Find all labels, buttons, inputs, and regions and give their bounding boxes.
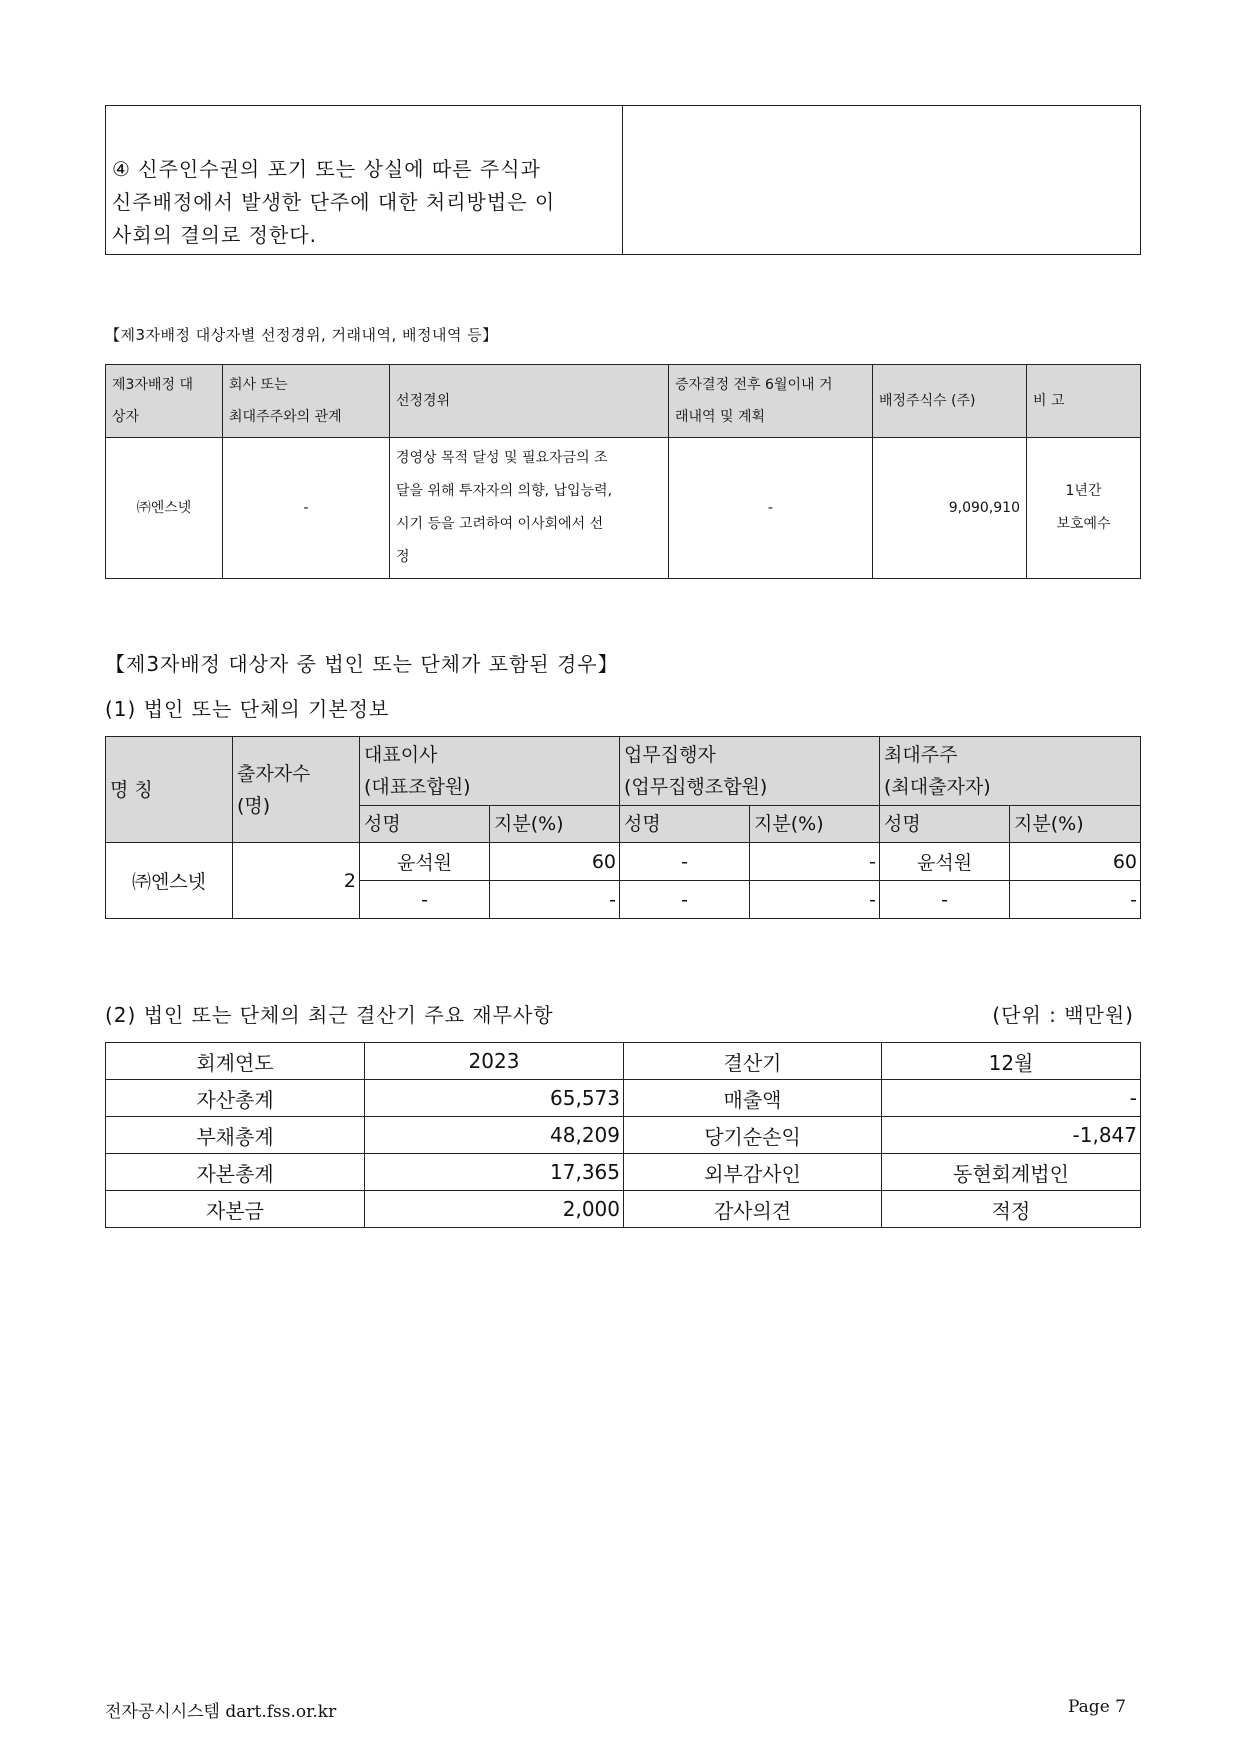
cell-exec-share: - (750, 881, 880, 919)
allocation-section-title: 【제3자배정 대상자별 선정경위, 거래내역, 배정내역 등】 (105, 326, 498, 344)
header-investors: 출자자수 (명) (233, 737, 360, 843)
cell-major-name: 윤석원 (880, 843, 1010, 881)
allocation-table (105, 364, 1141, 579)
financial-row (106, 1117, 1141, 1154)
clause-line: 신주배정에서 발생한 단주에 대한 처리방법은 이 (112, 190, 556, 214)
financial-label: 자산총계 (106, 1080, 365, 1117)
cell-ceo-name: - (360, 881, 490, 919)
financial-table (105, 1042, 1141, 1228)
clause-text-cell (106, 106, 623, 255)
cell-remarks: 1년간 보호예수 (1027, 438, 1141, 579)
financial-row (106, 1154, 1141, 1191)
financial-label: 회계연도 (106, 1043, 365, 1080)
financial-label: 매출액 (624, 1080, 882, 1117)
corporate-section-subtitle: (1) 법인 또는 단체의 기본정보 (105, 697, 390, 721)
cell-investor-count: 2 (233, 843, 360, 919)
financial-value: 17,365 (365, 1154, 624, 1191)
clause-line: ④ 신주인수권의 포기 또는 상실에 따른 주식과 (112, 157, 541, 181)
subheader-name: 성명 (880, 806, 1010, 843)
cell-major-name: - (880, 881, 1010, 919)
financial-label: 자본금 (106, 1191, 365, 1228)
cell-target: ㈜엔스넷 (106, 438, 223, 579)
financial-label: 결산기 (624, 1043, 882, 1080)
clause-empty-cell (623, 106, 1141, 255)
financial-value: 적정 (882, 1191, 1141, 1228)
cell-entity-name: ㈜엔스넷 (106, 843, 233, 919)
financial-row (106, 1080, 1141, 1117)
header-history: 증자결정 전후 6월이내 거 래내역 및 계획 (669, 365, 873, 438)
footer-site: 전자공시시스템 dart.fss.or.kr (105, 1702, 337, 1722)
header-ceo: 대표이사 (대표조합원) (360, 737, 620, 806)
cell-reason: 경영상 목적 달성 및 필요자금의 조 달을 위해 투자자의 의향, 납입능력, 시기 등을 고려하여 이사회에서 선 정 (390, 438, 669, 579)
cell-ceo-share: - (490, 881, 620, 919)
allocation-data-row (106, 438, 1141, 579)
header-reason: 선정경위 (390, 365, 669, 438)
financial-row (106, 1043, 1141, 1080)
header-executive: 업무집행자 (업무집행조합원) (620, 737, 880, 806)
header-remarks: 비 고 (1027, 365, 1141, 438)
allocation-header-row (106, 365, 1141, 438)
corporate-header-row (106, 737, 1141, 806)
financial-value: 48,209 (365, 1117, 624, 1154)
subheader-share: 지분(%) (490, 806, 620, 843)
cell-shares: 9,090,910 (873, 438, 1027, 579)
cell-relation: - (223, 438, 390, 579)
subheader-name: 성명 (360, 806, 490, 843)
corporate-data-row (106, 843, 1141, 881)
clause-table (105, 105, 1141, 255)
financial-section-title: (2) 법인 또는 단체의 최근 결산기 주요 재무사항 (105, 1003, 554, 1027)
subheader-name: 성명 (620, 806, 750, 843)
cell-major-share: - (1010, 881, 1141, 919)
financial-value: 2,000 (365, 1191, 624, 1228)
subheader-share: 지분(%) (1010, 806, 1141, 843)
financial-label: 외부감사인 (624, 1154, 882, 1191)
subheader-share: 지분(%) (750, 806, 880, 843)
cell-ceo-name: 윤석원 (360, 843, 490, 881)
financial-label: 당기순손익 (624, 1117, 882, 1154)
financial-value: 12월 (882, 1043, 1141, 1080)
header-major: 최대주주 (최대출자자) (880, 737, 1141, 806)
header-target: 제3자배정 대 상자 (106, 365, 223, 438)
footer-page-number: Page 7 (1068, 1697, 1126, 1717)
cell-ceo-share: 60 (490, 843, 620, 881)
financial-value: 동현회계법인 (882, 1154, 1141, 1191)
financial-label: 자본총계 (106, 1154, 365, 1191)
clause-line: 사회의 결의로 정한다. (112, 223, 317, 247)
cell-major-share: 60 (1010, 843, 1141, 881)
header-shares: 배정주식수 (주) (873, 365, 1027, 438)
cell-exec-share: - (750, 843, 880, 881)
financial-row (106, 1191, 1141, 1228)
corporate-info-table (105, 736, 1141, 919)
cell-history: - (669, 438, 873, 579)
header-name: 명 칭 (106, 737, 233, 843)
financial-value: - (882, 1080, 1141, 1117)
clause-row (106, 106, 1141, 255)
financial-unit-label: (단위 : 백만원) (992, 1003, 1134, 1027)
cell-exec-name: - (620, 881, 750, 919)
financial-value: 2023 (365, 1043, 624, 1080)
financial-value: 65,573 (365, 1080, 624, 1117)
financial-label: 부채총계 (106, 1117, 365, 1154)
cell-exec-name: - (620, 843, 750, 881)
header-relation: 회사 또는 최대주주와의 관계 (223, 365, 390, 438)
corporate-section-title: 【제3자배정 대상자 중 법인 또는 단체가 포함된 경우】 (105, 652, 619, 676)
financial-label: 감사의견 (624, 1191, 882, 1228)
financial-value: -1,847 (882, 1117, 1141, 1154)
